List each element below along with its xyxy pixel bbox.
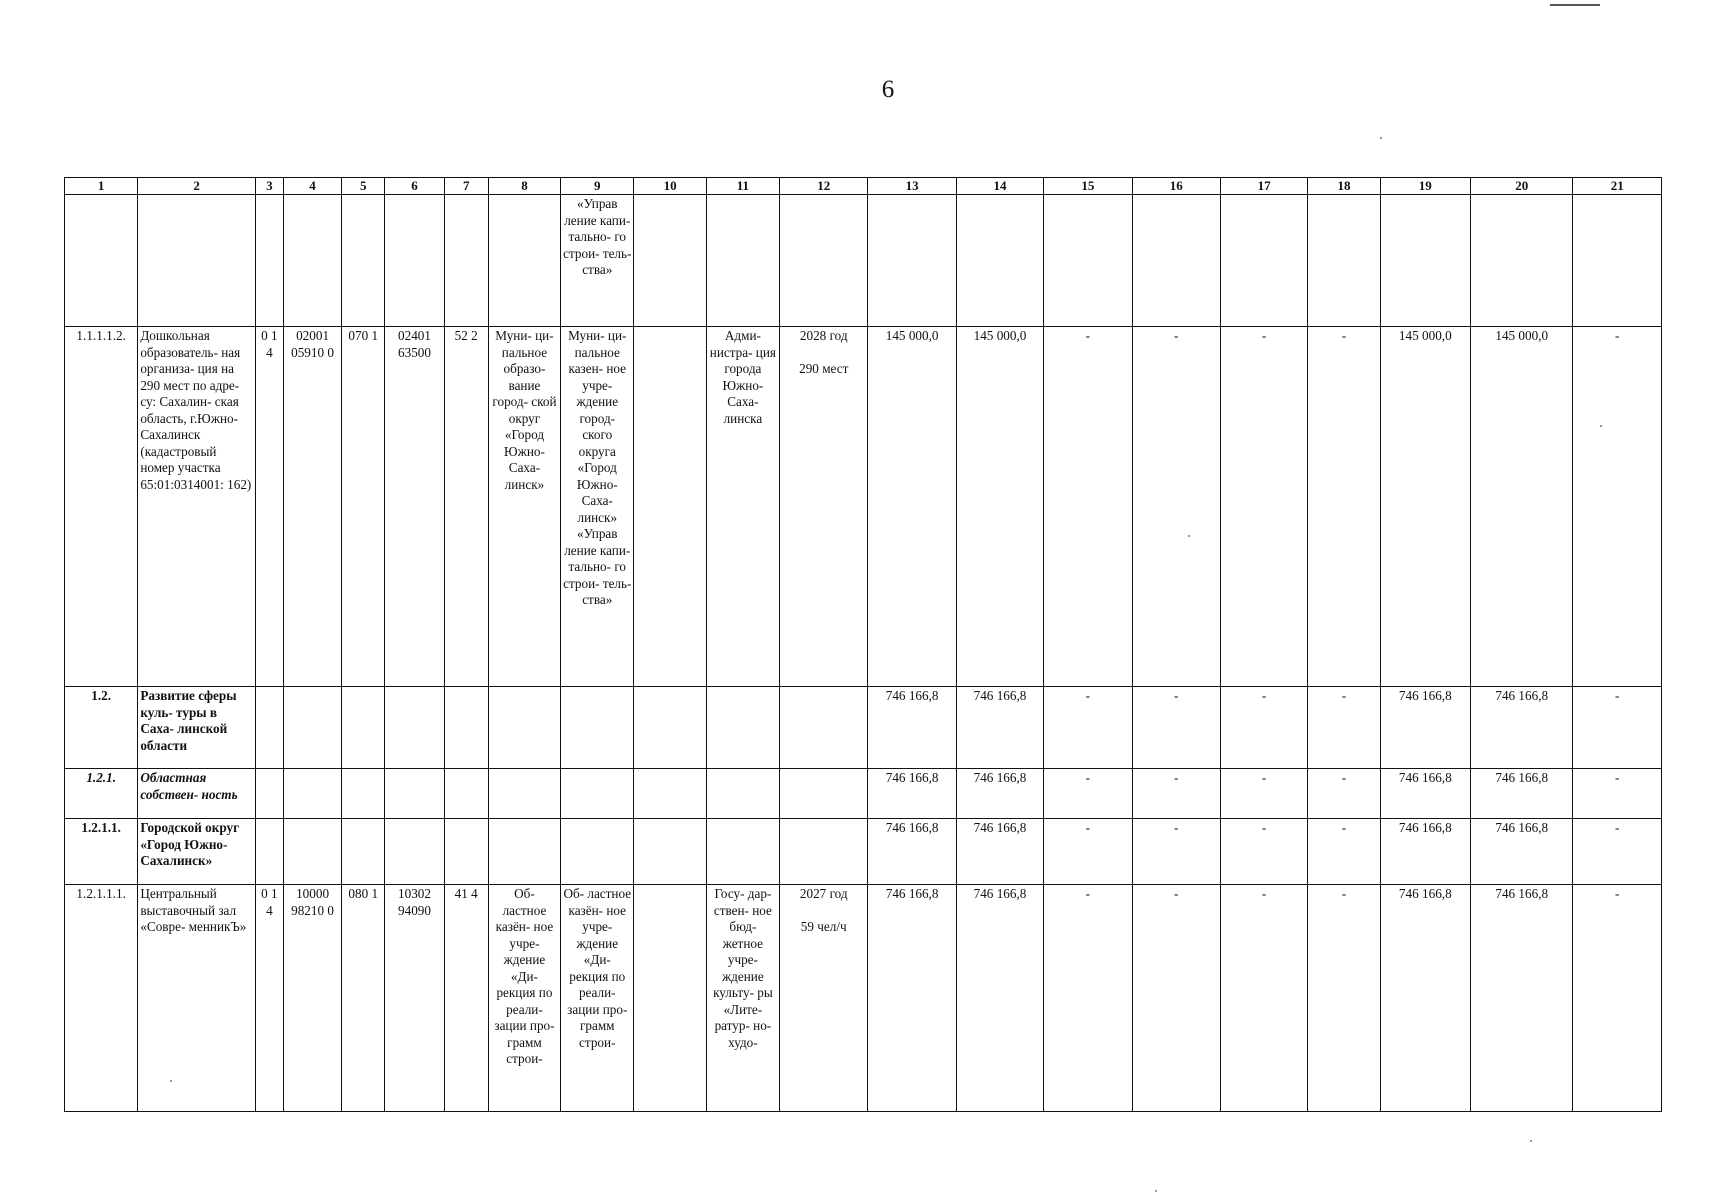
cell-col17 xyxy=(1220,195,1307,327)
cell-col9 xyxy=(561,687,634,769)
cell-col7: 52 2 xyxy=(444,327,488,687)
cell-col16: - xyxy=(1132,687,1220,769)
cell-col21: - xyxy=(1573,819,1662,885)
scan-speck xyxy=(170,1080,172,1082)
scan-speck xyxy=(1380,137,1382,139)
cell-col10 xyxy=(634,195,706,327)
header-cell: 14 xyxy=(956,178,1043,195)
cell-col19 xyxy=(1380,195,1470,327)
cell-col7 xyxy=(444,769,488,819)
cell-col18: - xyxy=(1308,687,1380,769)
cell-col3 xyxy=(255,195,283,327)
cell-col16: - xyxy=(1132,769,1220,819)
cell-col14: 746 166,8 xyxy=(956,687,1043,769)
cell-col19: 145 000,0 xyxy=(1380,327,1470,687)
cell-col10 xyxy=(634,819,706,885)
cell-col3: 0 1 4 xyxy=(255,327,283,687)
cell-col3 xyxy=(255,819,283,885)
cell-col19: 746 166,8 xyxy=(1380,885,1470,1112)
header-cell: 21 xyxy=(1573,178,1662,195)
header-cell: 11 xyxy=(706,178,779,195)
cell-col8 xyxy=(488,687,560,769)
cell-col11 xyxy=(706,687,779,769)
cell-col10 xyxy=(634,769,706,819)
cell-col21: - xyxy=(1573,687,1662,769)
scan-speck xyxy=(1188,535,1190,537)
object-name: Областная собствен- ность xyxy=(138,769,256,819)
table-row xyxy=(65,687,1662,769)
cell-col17: - xyxy=(1220,885,1307,1112)
cell-col12 xyxy=(780,687,868,769)
object-name xyxy=(138,195,256,327)
cell-col19: 746 166,8 xyxy=(1380,769,1470,819)
row-number xyxy=(65,195,138,327)
scan-speck xyxy=(1600,425,1602,427)
cell-col21: - xyxy=(1573,885,1662,1112)
cell-col8 xyxy=(488,769,560,819)
capacity: 59 чел/ч xyxy=(800,918,847,934)
cell-col15: - xyxy=(1044,819,1132,885)
table-row xyxy=(65,885,1662,1112)
header-cell: 10 xyxy=(634,178,706,195)
corner-mark xyxy=(1550,4,1600,6)
table-row xyxy=(65,195,1662,327)
cell-col11 xyxy=(706,769,779,819)
header-cell: 5 xyxy=(342,178,385,195)
cell-col4 xyxy=(283,687,341,769)
cell-col5 xyxy=(342,819,385,885)
cell-col20: 746 166,8 xyxy=(1471,885,1573,1112)
object-name: Дошкольная образователь- ная организа- ция на 290 мест по адре- су: Сахалин- ская область, г.Южно- Сахалинск (кадастровый номер участка 65:01:0314001: 162) xyxy=(138,327,256,687)
cell-col17: - xyxy=(1220,819,1307,885)
cell-col4 xyxy=(283,195,341,327)
cell-col16: - xyxy=(1132,885,1220,1112)
cell-col4 xyxy=(283,769,341,819)
capacity: 290 мест xyxy=(799,360,849,376)
scan-speck xyxy=(1530,1140,1532,1142)
row-number: 1.2.1. xyxy=(65,769,138,819)
cell-col12 xyxy=(780,327,868,687)
cell-col6 xyxy=(385,819,444,885)
cell-col21 xyxy=(1573,195,1662,327)
cell-col13: 746 166,8 xyxy=(868,819,956,885)
table-row xyxy=(65,819,1662,885)
cell-col10 xyxy=(634,885,706,1112)
cell-col7 xyxy=(444,687,488,769)
row-number: 1.2.1.1. xyxy=(65,819,138,885)
cell-col13: 746 166,8 xyxy=(868,687,956,769)
header-cell: 8 xyxy=(488,178,560,195)
cell-col4: 10000 98210 0 xyxy=(283,885,341,1112)
header-cell: 20 xyxy=(1471,178,1573,195)
cell-col13 xyxy=(868,195,956,327)
cell-col9: «Управ ление капи- тально- го строи- тель- ства» xyxy=(561,195,634,327)
investment-table xyxy=(64,177,1662,1112)
page-number: 6 xyxy=(881,76,895,103)
cell-col12 xyxy=(780,885,868,1112)
row-number: 1.2. xyxy=(65,687,138,769)
cell-col20: 145 000,0 xyxy=(1471,327,1573,687)
row-number: 1.2.1.1.1. xyxy=(65,885,138,1112)
commissioning-year: 2027 год xyxy=(799,886,848,901)
cell-col14: 145 000,0 xyxy=(956,327,1043,687)
cell-col7 xyxy=(444,195,488,327)
cell-col13: 746 166,8 xyxy=(868,769,956,819)
cell-col3: 0 1 4 xyxy=(255,885,283,1112)
object-name: Центральный выставочный зал «Совре- менникЪ» xyxy=(138,885,256,1112)
header-cell: 12 xyxy=(780,178,868,195)
cell-col19: 746 166,8 xyxy=(1380,687,1470,769)
cell-col5 xyxy=(342,769,385,819)
cell-col10 xyxy=(634,327,706,687)
cell-col7 xyxy=(444,819,488,885)
cell-col8 xyxy=(488,195,560,327)
cell-col12 xyxy=(780,769,868,819)
cell-col3 xyxy=(255,687,283,769)
cell-col20 xyxy=(1471,195,1573,327)
row-number: 1.1.1.1.2. xyxy=(65,327,138,687)
cell-col15: - xyxy=(1044,769,1132,819)
cell-col10 xyxy=(634,687,706,769)
cell-col21: - xyxy=(1573,327,1662,687)
header-cell: 2 xyxy=(138,178,256,195)
header-row xyxy=(65,178,1662,195)
commissioning-year: 2028 год xyxy=(799,328,848,343)
cell-col18: - xyxy=(1308,819,1380,885)
cell-col7: 41 4 xyxy=(444,885,488,1112)
header-cell: 6 xyxy=(385,178,444,195)
header-cell: 1 xyxy=(65,178,138,195)
cell-col19: 746 166,8 xyxy=(1380,819,1470,885)
cell-col12 xyxy=(780,819,868,885)
cell-col14 xyxy=(956,195,1043,327)
cell-col20: 746 166,8 xyxy=(1471,819,1573,885)
header-cell: 13 xyxy=(868,178,956,195)
cell-col11: Госу- дар- ствен- ное бюд- жетное учре- ждение культу- ры «Лите- ратур- но- худо- xyxy=(706,885,779,1112)
header-cell: 16 xyxy=(1132,178,1220,195)
cell-col18: - xyxy=(1308,327,1380,687)
cell-col5: 070 1 xyxy=(342,327,385,687)
header-cell: 19 xyxy=(1380,178,1470,195)
cell-col13: 746 166,8 xyxy=(868,885,956,1112)
cell-col20: 746 166,8 xyxy=(1471,769,1573,819)
header-cell: 4 xyxy=(283,178,341,195)
cell-col21: - xyxy=(1573,769,1662,819)
cell-col14: 746 166,8 xyxy=(956,819,1043,885)
cell-col4 xyxy=(283,819,341,885)
cell-col16: - xyxy=(1132,819,1220,885)
cell-col6 xyxy=(385,769,444,819)
object-name: Городской округ «Город Южно- Сахалинск» xyxy=(138,819,256,885)
cell-col15: - xyxy=(1044,885,1132,1112)
cell-col17: - xyxy=(1220,327,1307,687)
header-cell: 7 xyxy=(444,178,488,195)
header-cell: 18 xyxy=(1308,178,1380,195)
cell-col5 xyxy=(342,195,385,327)
header-cell: 17 xyxy=(1220,178,1307,195)
cell-col6 xyxy=(385,195,444,327)
cell-col15 xyxy=(1044,195,1132,327)
cell-col17: - xyxy=(1220,687,1307,769)
cell-col11 xyxy=(706,195,779,327)
cell-col15: - xyxy=(1044,327,1132,687)
cell-col9: Муни- ци- пальное казен- ное учре- ждение город- ского округа «Город Южно- Саха- линск» «Управ ление капи- тально- го строи- тель- ства» xyxy=(561,327,634,687)
cell-col15: - xyxy=(1044,687,1132,769)
cell-col14: 746 166,8 xyxy=(956,885,1043,1112)
cell-col14: 746 166,8 xyxy=(956,769,1043,819)
header-cell: 9 xyxy=(561,178,634,195)
cell-col8: Муни- ци- пальное образо- вание город- ской округ «Город Южно- Саха- линск» xyxy=(488,327,560,687)
cell-col11 xyxy=(706,819,779,885)
cell-col18 xyxy=(1308,195,1380,327)
cell-col20: 746 166,8 xyxy=(1471,687,1573,769)
cell-col3 xyxy=(255,769,283,819)
scan-speck xyxy=(1155,1190,1157,1192)
cell-col6 xyxy=(385,687,444,769)
object-name: Развитие сферы куль- туры в Саха- линской области xyxy=(138,687,256,769)
cell-col13: 145 000,0 xyxy=(868,327,956,687)
cell-col8 xyxy=(488,819,560,885)
cell-col6: 10302 94090 xyxy=(385,885,444,1112)
cell-col9 xyxy=(561,769,634,819)
cell-col4: 02001 05910 0 xyxy=(283,327,341,687)
cell-col9: Об- ластное казён- ное учре- ждение «Ди- рекция по реали- зации про- грамм строи- xyxy=(561,885,634,1112)
table-row xyxy=(65,327,1662,687)
cell-col11: Адми- нистра- ция города Южно- Саха- линска xyxy=(706,327,779,687)
cell-col18: - xyxy=(1308,885,1380,1112)
cell-col8: Об- ластное казён- ное учре- ждение «Ди- рекция по реали- зации про- грамм строи- xyxy=(488,885,560,1112)
cell-col18: - xyxy=(1308,769,1380,819)
cell-col6: 02401 63500 xyxy=(385,327,444,687)
cell-col17: - xyxy=(1220,769,1307,819)
header-cell: 3 xyxy=(255,178,283,195)
header-cell: 15 xyxy=(1044,178,1132,195)
cell-col16: - xyxy=(1132,327,1220,687)
cell-col9 xyxy=(561,819,634,885)
cell-col5 xyxy=(342,687,385,769)
cell-col12 xyxy=(780,195,868,327)
table-row xyxy=(65,769,1662,819)
cell-col16 xyxy=(1132,195,1220,327)
cell-col5: 080 1 xyxy=(342,885,385,1112)
